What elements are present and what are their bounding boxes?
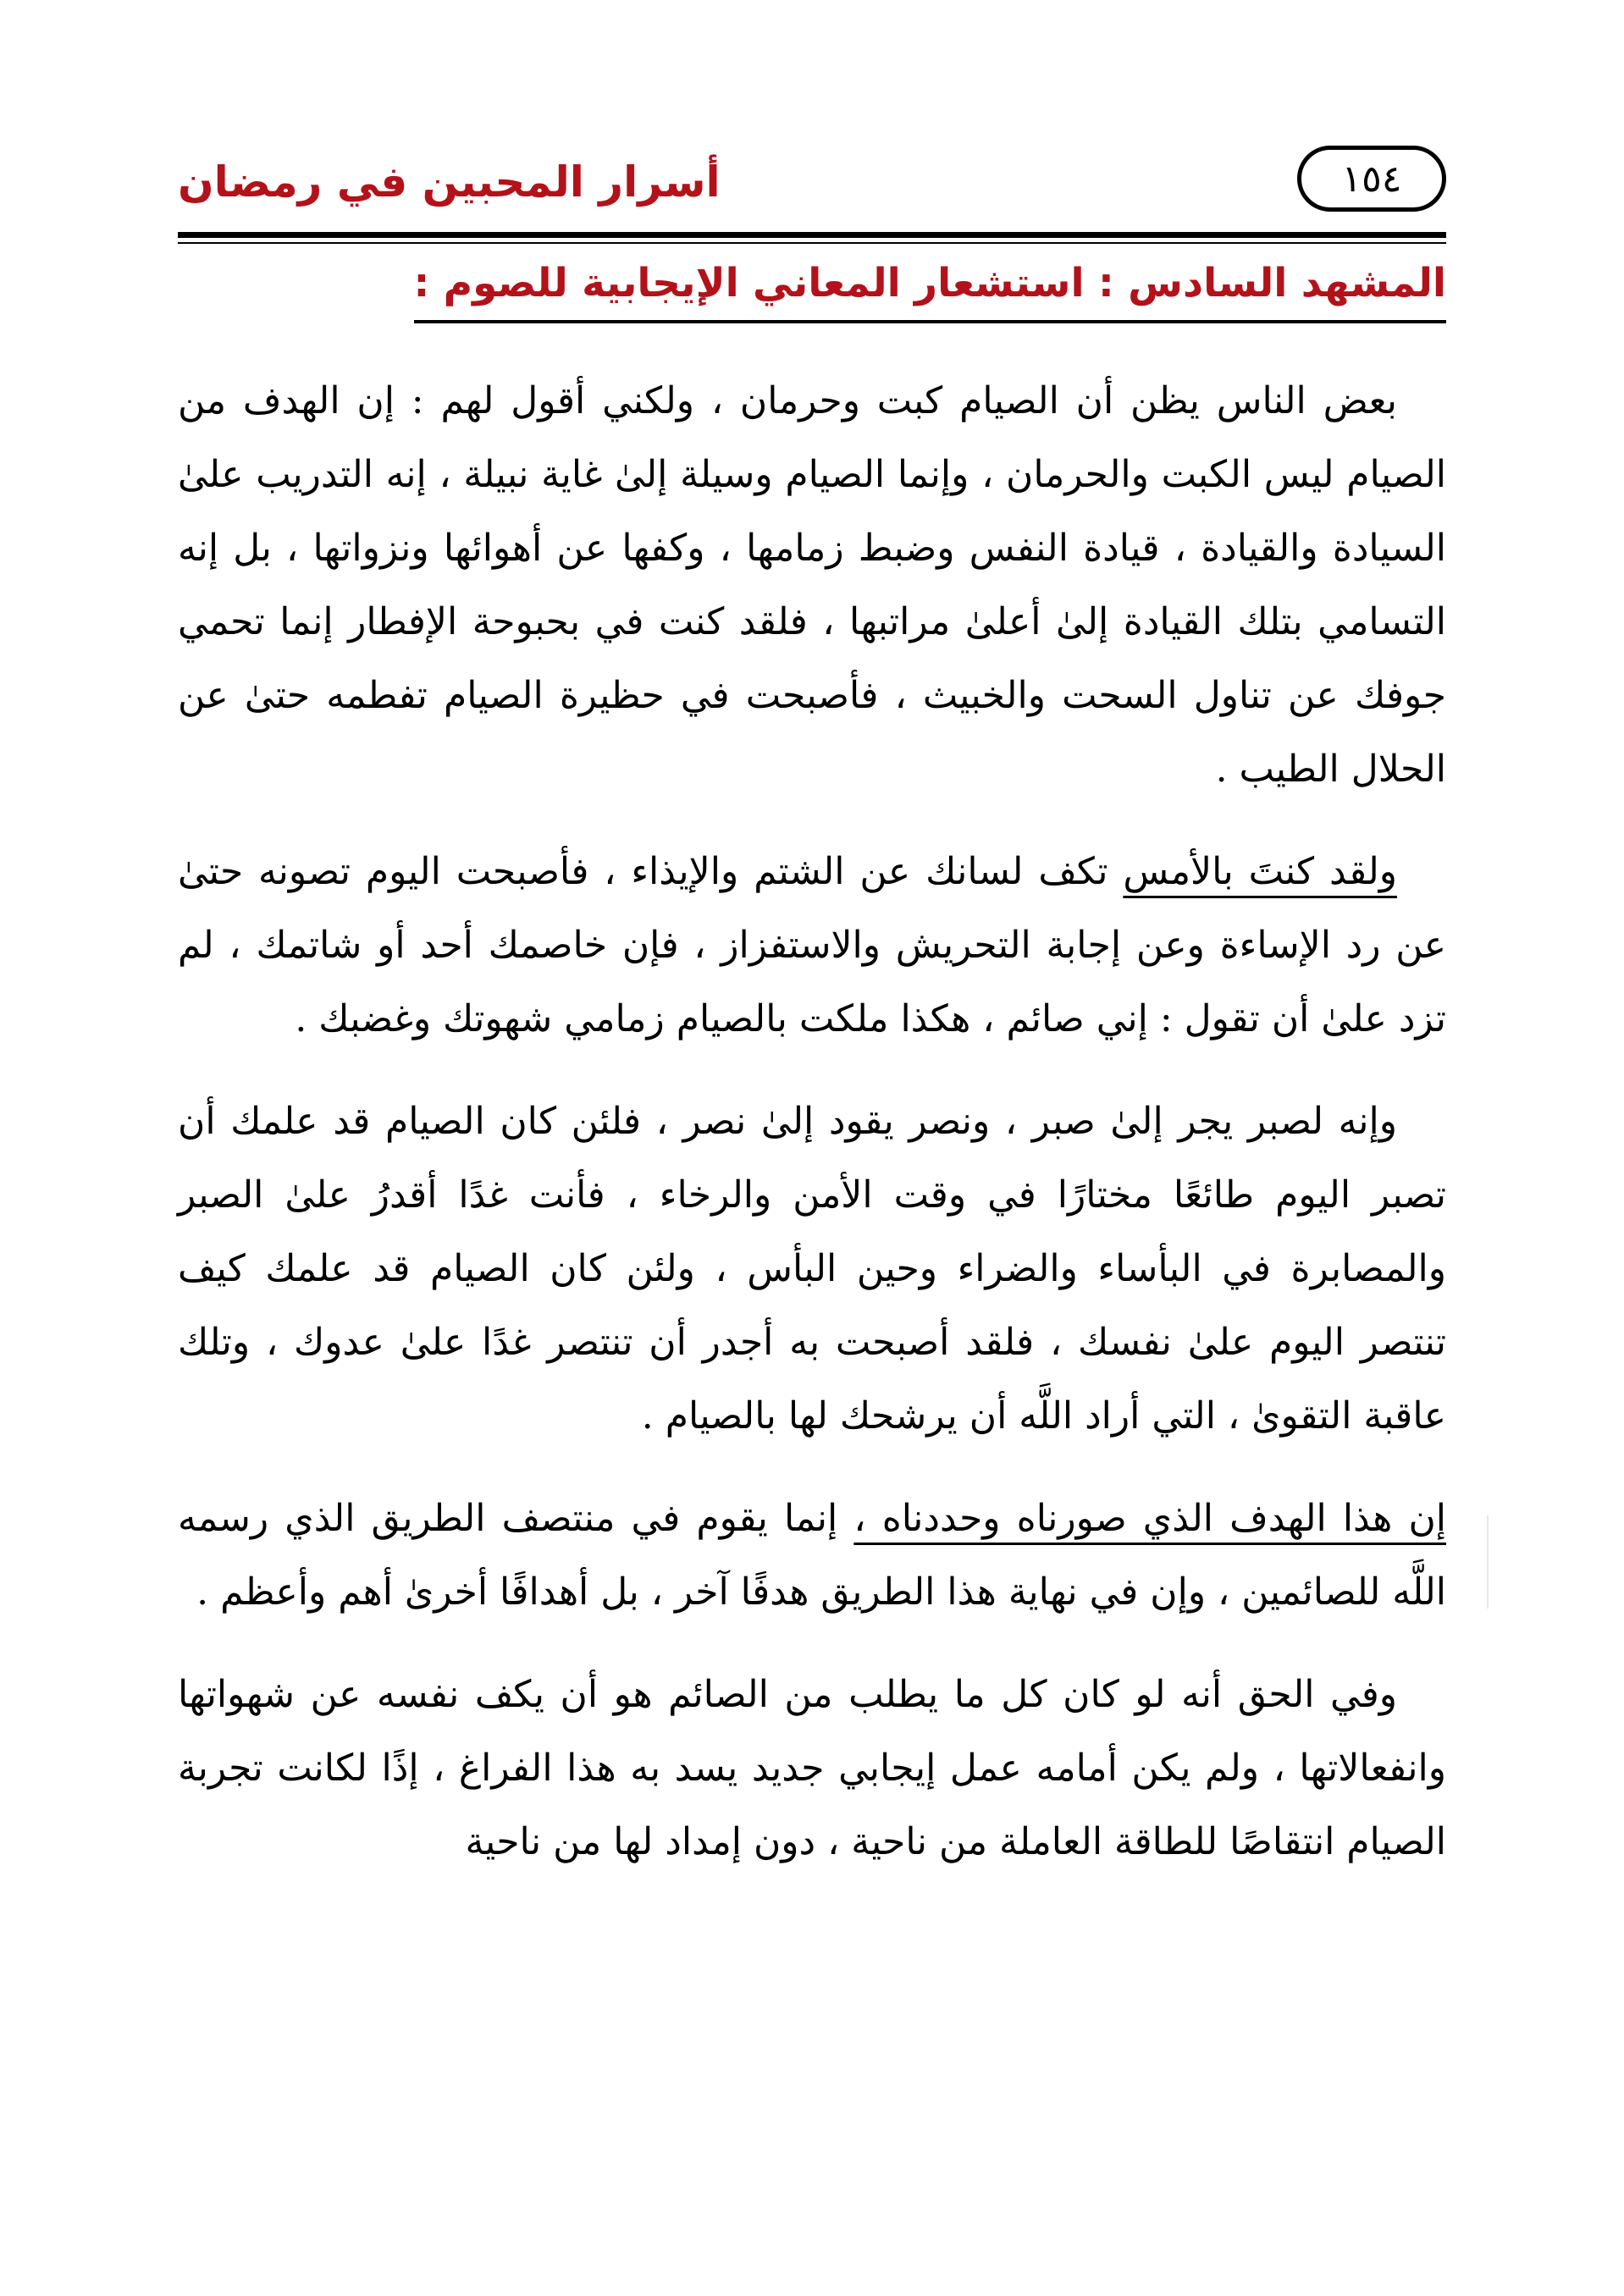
paragraph-1 (178, 364, 1446, 806)
paragraph-5-text: وفي الحق أنه لو كان كل ما يطلب من الصائم هو أن يكف نفسه عن شهواتها وانفعالاتها ، ولم يكن أمامه عمل إيجابي جديد يسد به هذا الفراغ ، إذًا لكانت تجربة الصيام انتقاصًا للطاقة العاملة من ناحية ، دون إمداد لها من ناحية (178, 1673, 1446, 1863)
header-rule-thin (178, 242, 1446, 244)
paragraph-2 (178, 835, 1446, 1056)
header-rule-thick (178, 232, 1446, 238)
page-number: ١٥٤ (1341, 157, 1402, 201)
paragraph-2-text: تكف لسانك عن الشتم والإيذاء ، فأصبحت اليوم تصونه حتىٰ عن رد الإساءة وعن إجابة التحريش والاستفزاز ، فإن خاصمك أحد أو شاتمك ، لم تزد علىٰ أن تقول : إني صائم ، هكذا ملكت بالصيام زمامي شهوتك وغضبك . (178, 850, 1446, 1040)
paragraph-4-text: إنما يقوم في منتصف الطريق الذي رسمه اللَّه للصائمين ، وإن في نهاية هذا الطريق هدفًا آخر ، بل أهدافًا أخرىٰ أهم وأعظم . (178, 1497, 1446, 1614)
paragraph-3 (178, 1085, 1446, 1453)
page-number-badge (1297, 146, 1446, 212)
paragraph-1-text: بعض الناس يظن أن الصيام كبت وحرمان ، ولكني أقول لهم : إن الهدف من الصيام ليس الكبت والحرمان ، وإنما الصيام وسيلة إلىٰ غاية نبيلة ، إنه التدريب علىٰ السيادة والقيادة ، قيادة النفس وضبط زمامها ، وكفها عن أهوائها ونزواتها ، بل إنه التسامي بتلك القيادة إلىٰ أعلىٰ مراتبها ، فلقد كنت في بحبوحة الإفطار إنما تحمي جوفك عن تناول السحت والخبيث ، فأصبحت في حظيرة الصيام تفطمه حتىٰ عن الحلال الطيب . (178, 379, 1447, 791)
paragraph-4 (178, 1482, 1446, 1629)
book-title: أسرار المحبين في رمضان (178, 157, 721, 207)
paragraph-5 (178, 1658, 1446, 1879)
paragraph-2-underlined-lead: ولقد كنتَ بالأمس (1123, 850, 1397, 893)
page-header (178, 146, 1446, 227)
paragraph-3-text: وإنه لصبر يجر إلىٰ صبر ، ونصر يقود إلىٰ نصر ، فلئن كان الصيام قد علمك أن تصبر اليوم طائعًا مختارًا في وقت الأمن والرخاء ، فأنت غدًا أقدرُ علىٰ الصبر والمصابرة في البأساء والضراء وحين البأس ، ولئن كان الصيام قد علمك كيف تنتصر اليوم علىٰ نفسك ، فلقد أصبحت به أجدر أن تنتصر غدًا علىٰ عدوك ، وتلك عاقبة التقوىٰ ، التي أراد اللَّه أن يرشحك لها بالصيام . (178, 1100, 1446, 1438)
body-text (178, 364, 1446, 1907)
section-heading: المشهد السادس : استشعار المعاني الإيجابية للصوم : (414, 254, 1447, 323)
margin-mark (1487, 1515, 1489, 1609)
paragraph-4-underlined-lead: إن هذا الهدف الذي صورناه وحددناه ، (853, 1497, 1446, 1540)
